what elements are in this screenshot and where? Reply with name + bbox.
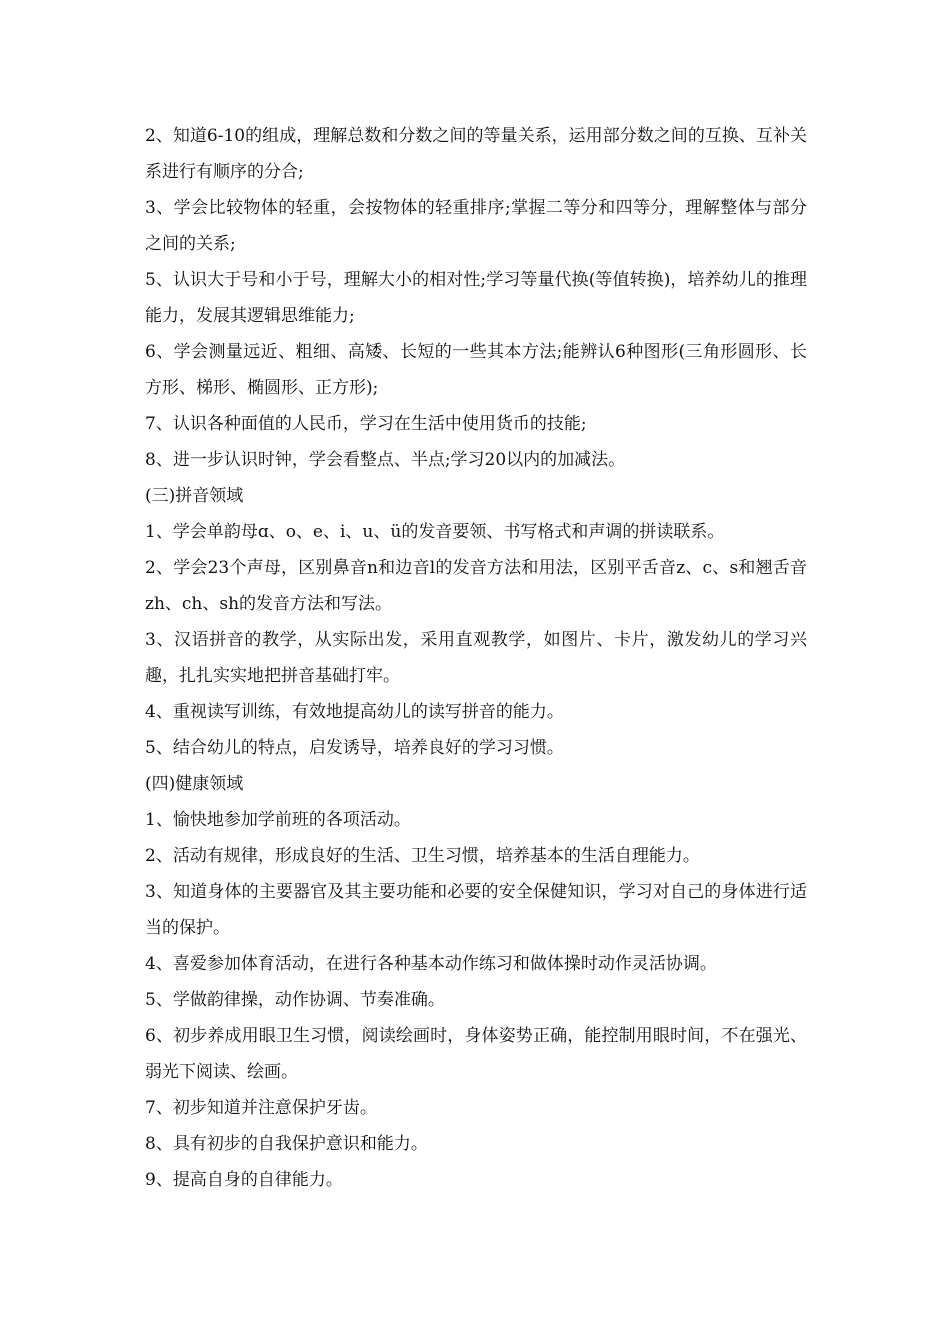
- paragraph-item: 2、知道6-10的组成，理解总数和分数之间的等量关系，运用部分数之间的互换、互补关系进行有顺序的分合;: [145, 126, 807, 182]
- paragraph-item: 3、知道身体的主要器官及其主要功能和必要的安全保健知识，学习对自己的身体进行适当的保护。: [145, 882, 807, 938]
- paragraph-item: 8、具有初步的自我保护意识和能力。: [145, 1134, 428, 1154]
- paragraph-item: 4、重视读写训练，有效地提高幼儿的读写拼音的能力。: [145, 702, 564, 722]
- paragraph-item: 5、学做韵律操，动作协调、节奏准确。: [145, 990, 445, 1010]
- paragraph-item: 9、提高自身的自律能力。: [145, 1170, 343, 1190]
- paragraph-item: 8、进一步认识时钟，学会看整点、半点;学习20以内的加减法。: [145, 450, 626, 470]
- section-heading-pinyin: (三)拼音领域: [145, 486, 244, 506]
- paragraph-item: 3、学会比较物体的轻重，会按物体的轻重排序;掌握二等分和四等分，理解整体与部分之间的关系;: [145, 198, 807, 254]
- paragraph-item: 5、结合幼儿的特点，启发诱导，培养良好的学习习惯。: [145, 738, 564, 758]
- paragraph-item: 2、活动有规律，形成良好的生活、卫生习惯，培养基本的生活自理能力。: [145, 846, 700, 866]
- paragraph-item: 4、喜爱参加体育活动，在进行各种基本动作练习和做体操时动作灵活协调。: [145, 954, 717, 974]
- paragraph-item: 7、初步知道并注意保护牙齿。: [145, 1098, 377, 1118]
- paragraph-item: 2、学会23个声母，区别鼻音n和边音l的发音方法和用法，区别平舌音z、c、s和翘舌音zh、ch、sh的发音方法和写法。: [145, 558, 807, 614]
- paragraph-item: 6、学会测量远近、粗细、高矮、长短的一些其本方法;能辨认6种图形(三角形圆形、长方形、梯形、椭圆形、正方形);: [145, 342, 807, 398]
- paragraph-item: 3、汉语拼音的教学，从实际出发，采用直观教学，如图片、卡片，激发幼儿的学习兴趣，扎扎实实地把拼音基础打牢。: [145, 630, 807, 686]
- section-heading-health: (四)健康领域: [145, 774, 244, 794]
- paragraph-item: 6、初步养成用眼卫生习惯，阅读绘画时，身体姿势正确，能控制用眼时间，不在强光、弱光下阅读、绘画。: [145, 1026, 807, 1082]
- paragraph-item: 5、认识大于号和小于号，理解大小的相对性;学习等量代换(等值转换)，培养幼儿的推理能力，发展其逻辑思维能力;: [145, 270, 807, 326]
- paragraph-item: 7、认识各种面值的人民币，学习在生活中使用货币的技能;: [145, 414, 587, 434]
- paragraph-item: 1、学会单韵母ɑ、o、e、i、u、ü的发音要领、书写格式和声调的拼读联系。: [145, 522, 725, 542]
- paragraph-item: 1、愉快地参加学前班的各项活动。: [145, 810, 411, 830]
- document-body: [145, 118, 807, 1198]
